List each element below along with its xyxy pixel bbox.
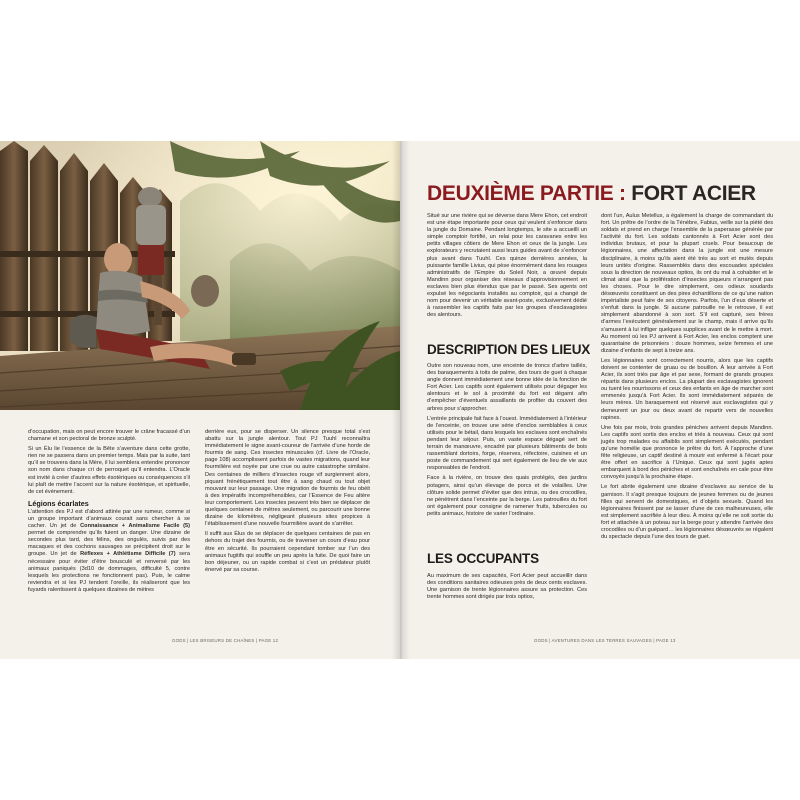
paragraph: Outre son nouveau nom, une enceinte de troncs d’arbre taillés, des baraquements à toits de palme, des tours de guet à chaque angle donnent immédiatement une bonne idée de la fonction de Fort Acier. Les captifs sont également utilisés pour dégager les alentours et le sol à proximité du fort est dégarni afin d’empêcher d’éventuels assaillants de profiter du couvert des arbres pour s’approcher. bbox=[427, 363, 587, 412]
left-col-2 bbox=[205, 429, 370, 577]
paragraph: Les légionnaires sont correctement nourris, alors que les captifs doivent se contenter de gruau ou de bouillon. À leur arrivée à Fort Acier, ils sont triés par âge et par sexe, formant de grands groupes répartis dans plusieurs enclos. La plupart des esclavagistes ignorent ou tuent les nourrissons et ceux des enfants en âge de marcher sont emmenés jusqu’à Fort Acier. Ils sont immédiatement séparés de leurs mères. Un baraquement est réservé aux esclavagistes qui y demeurent un jour ou deux avant de repartir vers de nouvelles rapines. bbox=[601, 357, 773, 421]
subheading-legions: Légions écarlates bbox=[28, 498, 89, 508]
paragraph: dont l’un, Aulus Metellus, a également la charge de commandant du fort. Un prêtre de l’ordre de la Ténèbre, Fabius, veille sur la piété des soldats et prend en charge l’ensemble de la paperasse générée par l’activité du fort. Les soldats cantonnés à Fort Acier sont des individus brutaux, et pour la plupart cruels. Pour beaucoup de légionnaires, une affectation dans la jungle est une mesure disciplinaire, à moins qu’ils aient été très au sort et mutés depuis leurs unités d’origine. Rassemblés dans des escouades spéciales sous la direction de nouveaux optios, ils ont du mal à cohabiter et le climat ainsi que la prolifération d’insectes piqueurs n’arrangent pas les choses. Pour le dire simplement, ces odieux soudards désœuvrés constituent un des pires échantillons de ce qu’une nation impérialiste peut faire de ses citoyens. Parfois, l’un d’eux déserte et s’enfuit dans la jungle. Si aucune patrouille ne le retrouve, il est simplement abandonné à son sort. S’il est capturé, ses frères d’armes l’exécutent généralement sur le champ, mais il arrive qu’ils s’amusent à lui infliger quelques supplices avant de le mettre à mort. Au moment où les PJ arrivent à Fort Acier, les enclos comptent une quarantaine de prisonniers : douze hommes, seize femmes et une dizaine d’enfants de sept à treize ans. bbox=[601, 213, 773, 354]
part-title bbox=[427, 182, 787, 206]
paragraph: Si un Élu lie l’essence de la Bête s’aventure dans cette grotte, rien ne se passera dans un premier temps. Mais par la suite, tant qu’il se trouvera dans la Mère, il lui semblera entendre prononcer son nom dans chaque cri de perroquet qu’il entendra. L’Oracle est invité à créer d’autres effets ésotériques ou conséquences s’il lui plaît de mettre l’accent sur la nature ésotérique, et spirituelle, de cet événement. bbox=[28, 446, 190, 495]
right-occupants bbox=[427, 573, 587, 604]
illustration-art bbox=[0, 141, 400, 410]
paragraph: Le fort abrite également une dizaine d’esclaves au service de la garnison. Il s’agit presque toujours de jeunes femmes ou de jeunes filles qui servent de domestiques, et d’objets sexuels. Quand les légionnaires finissent par se lasser d’une de ces malheureuses, elle est simplement sacrifiée à leur dieu. À moins qu’elle ne soit sortie du fort et attachée à un poteau sur la berge pour y attendre l’arrivée des crocodiles ou d’un guépard… les légionnaires désœuvrés se régalent du spectacle depuis l’une des tours de guet. bbox=[601, 484, 773, 541]
paragraph: d’occupation, mais on peut encore trouver le crâne fracassé d’un chamane et son pectoral de bronze sculpté. bbox=[28, 429, 190, 443]
paragraph: derrière eux, pour se disperser. Un silence presque total s’est abattu sur la jungle alentour. Tout PJ Tuuhl reconnaîtra immédiatement le signe avant-coureur de l’arrivée d’une horde de fourmis de sang. Ces insectes minuscules (cf. Livre de l’Oracle, page 108) accomplissent parfois de vastes migrations, quand leur fourmilière est noyée par une crue ou autre catastrophe similaire. Des centaines de milliers d’insectes rouge vif surgiennent alors, piquant frénétiquement tout être à sang chaud ou tout objet mouvant sur leur passage. Une migration de fourmis de feu obéit à des impératifs incompréhensibles, car l’Essence de Feu altère leur comportement. Les insectes peuvent très bien se déplacer de quelques centaines de mètres seulement, ou parcourir une bonne dizaine de kilomètres, négligeant plusieurs sites propices à l’établissement d’une nouvelle fourmilière avant de s’arrêter. bbox=[205, 429, 370, 528]
paragraph: Face à la rivière, on trouve des quais protégés, des jardins potagers, ainsi qu’un élevage de porcs et de volailles. Une clôture solide permet d’éviter que des intrus, ou des crocodiles, ne pénètrent dans l’enceinte par la berge. Les patrouilles du fort ont également pour consigne de ramener fruits, tubercules ou petits animaux, histoire de varier l’ordinaire. bbox=[427, 475, 587, 517]
paragraph: L’entrée principale fait face à l’ouest. Immédiatement à l’intérieur de l’enceinte, on trouve une série d’enclos semblables à ceux utilisés pour le bétail, dans lesquels les esclaves sont enchaînés pendant leur séjour. Puis, un vaste espace dégagé sert de terrain de manœuvre, encadré par plusieurs bâtiments de bois rassemblant dortoirs, forge, réserves, réfectoire, cuisines et un poste de commandement qui sert également de lieu de vie aux responsables de l’endroit. bbox=[427, 415, 587, 472]
right-col-2 bbox=[601, 213, 773, 544]
illustration-soldier-at-palisade bbox=[0, 141, 400, 410]
right-page bbox=[401, 141, 800, 659]
part-title-separator: : bbox=[613, 182, 632, 205]
heading-description-des-lieux: DESCRIPTION DES LIEUX bbox=[427, 342, 591, 357]
paragraph: Au maximum de ses capacités, Fort Acier peut accueillir dans des conditions sanitaires odieuses près de deux cents esclaves. Une garnison de trente légionnaires assure sa protection. Ces trente hommes sont dirigés par trois optios, bbox=[427, 573, 587, 601]
right-intro bbox=[427, 213, 587, 322]
book-spread bbox=[0, 141, 800, 659]
book-gutter bbox=[392, 141, 410, 659]
paragraph-legions: L’attention des PJ est d’abord attirée par une rumeur, comme si un groupe important d’animaux courait sans chercher à se cacher. Un jet de Connaissance + Animalisme Facile (5) permet de comprendre qu’ils fuient un danger. Une dizaine de secondes plus tard, des félins, des ongulés, suivis par des macaques et des cochons sauvages se précipitent droit sur le groupe. Un jet de Réflexes + Athlétisme Difficile (7) sera nécessaire pour éviter d’être bousculé et renversé par les animaux paniqués (3d10 de dommages, difficulté 5, contre lesquels les protections ne fonctionnent pas). Puis, le calme reviendra et si les PJ tendent l’oreille, ils réaliseront que les fuyards ralentissent à quelques dizaines de mètres bbox=[28, 508, 190, 593]
right-footer: GODS | AVENTURES DANS LES TERRES SAUVAGES | PAGE 13 bbox=[534, 638, 676, 643]
part-title-main: DEUXIÈME PARTIE bbox=[427, 182, 614, 205]
part-title-sub: FORT ACIER bbox=[631, 182, 756, 205]
paragraph: Situé sur une rivière qui se déverse dans Mere Ehon, cet endroit est une étape importante pour ceux qui veulent s’enfoncer dans la jungle du Domaine. Pendant longtemps, le site a accueilli un simple comptoir fortifié, un relai pour les caravanes entre les petits villages côtiers de Mere Ehon et ceux de la jungle. Les explorateurs y recrutaient aussi leurs guides avant de s’enfoncer plus avant dans Tuuhl. Ces quinze dernières années, la puissante famille Livius, qui pèse énormément dans les rouages administratifs de l’Empire du Soleil Noir, a œuvré depuis Mandinn pour organiser des réseaux d’approvisionnement en esclaves bien plus étendus que par le passé. Ses agents ont expulsé les négociants installés au comptoir, qui a changé de nom pour devenir un véritable avant-poste, exclusivement dédié à rassembler les captifs faits par les groupes d’esclavagistes des alentours. bbox=[427, 213, 587, 319]
paragraph: Il suffit aux Élus de se déplacer de quelques centaines de pas en dehors du trajet des fourmis, ou de traverser un cours d’eau pour être en sécurité. Ils pourraient cependant tomber sur l’un des animaux fugitifs qui souffle un peu après la fuite. De quoi faire un bon déjeuner, ou un rapide combat si c’est un prédateur plutôt énervé par sa course. bbox=[205, 531, 370, 573]
left-page bbox=[0, 141, 400, 659]
paragraph: Une fois par mois, trois grandes péniches arrivent depuis Mandinn. Les captifs sont sortis des enclos et triés à nouveau. Ceux qui sont jugés trop malades ou affaiblis sont simplement exécutés, pendant qu’une homélie que prononce le prêtre du fort. À l’approche d’une fête religieuse, un captif destiné à mourir est enfermé à l’écart pour être offert en sacrifice à l’Unique. Ceux qui sont jugés aptes embarquent à bord des péniches et sont enchaînés en cale pour être convoyés jusqu’à la prochaine étape. bbox=[601, 424, 773, 481]
right-lieux bbox=[427, 363, 587, 521]
left-footer: GODS | LES BRISEURS DE CHAÎNES | PAGE 12 bbox=[172, 638, 279, 643]
heading-les-occupants: LES OCCUPANTS bbox=[427, 551, 539, 566]
left-col-1 bbox=[28, 429, 190, 597]
